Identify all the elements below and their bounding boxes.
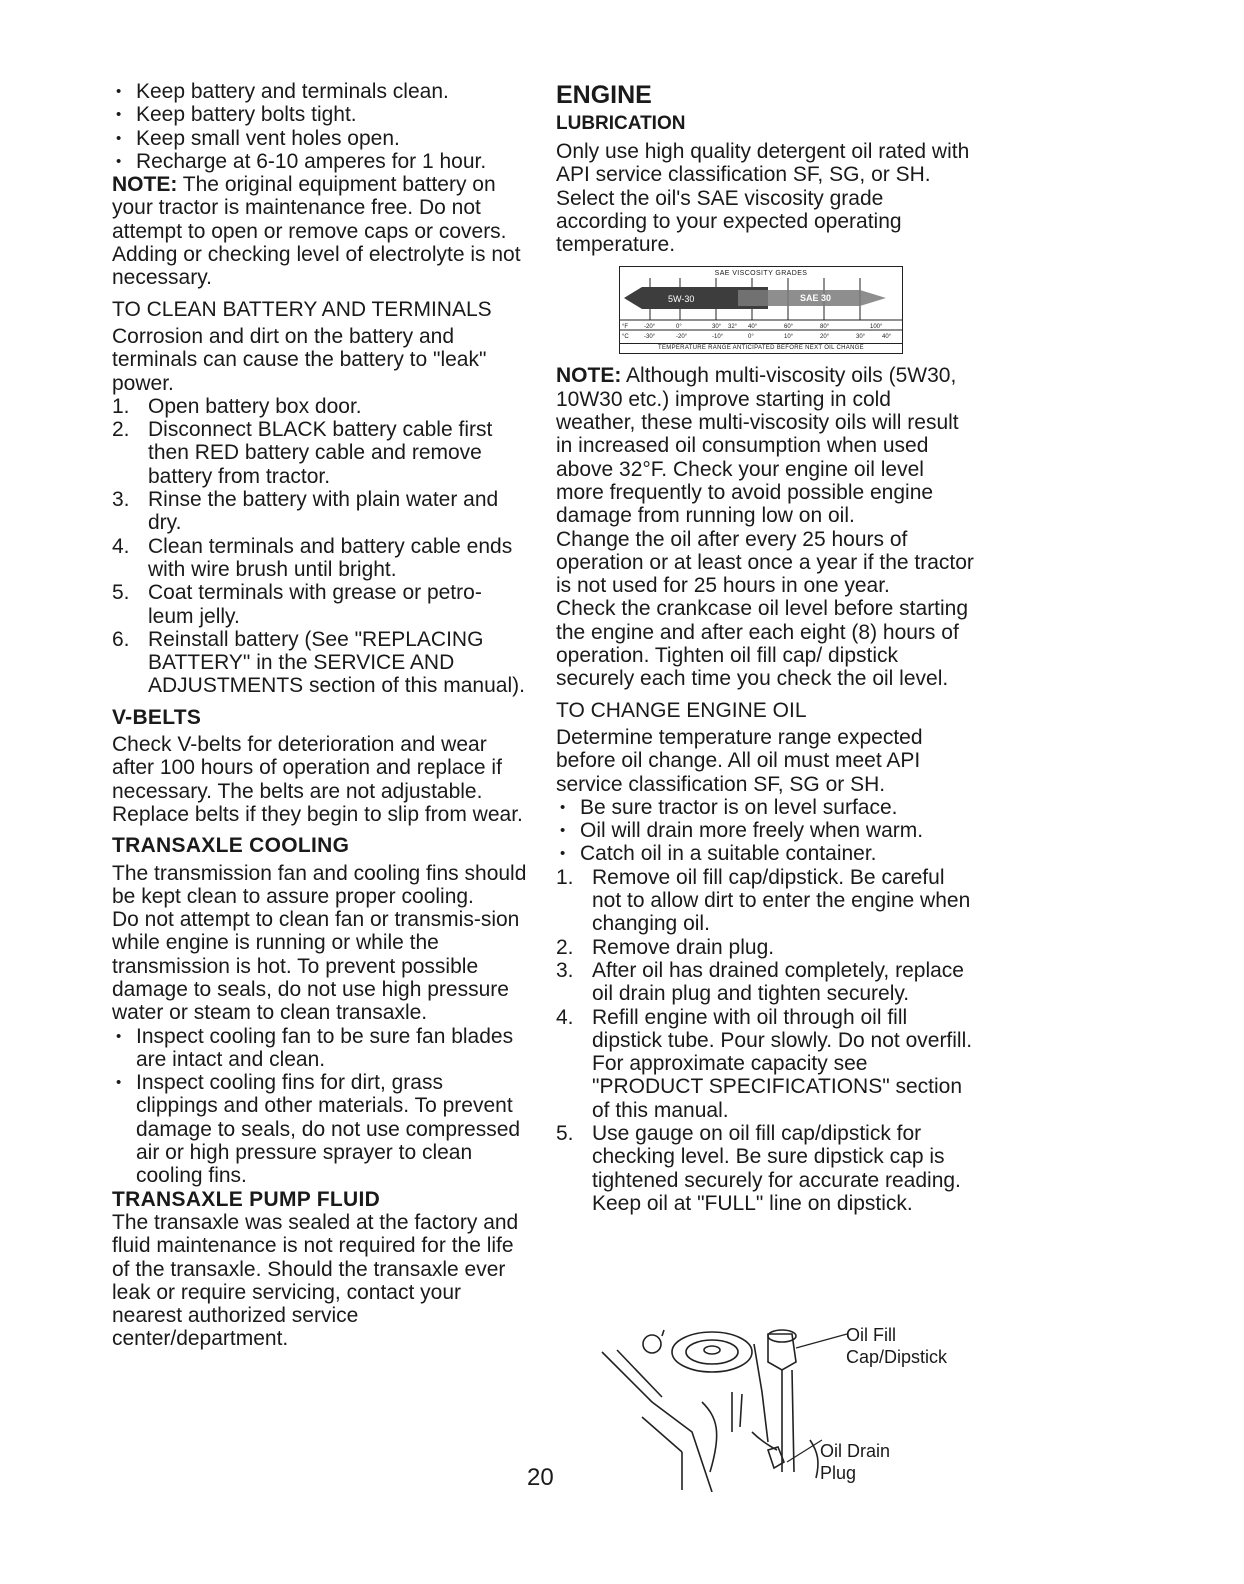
engine-heading: ENGINE — [556, 81, 652, 109]
numbered-step — [112, 488, 527, 535]
plug-leader-line — [787, 1440, 822, 1462]
numbered-step — [112, 628, 527, 698]
bullet-item: • Keep small vent holes open. — [112, 127, 527, 150]
page-number: 20 — [527, 1464, 554, 1491]
f-tick: 80° — [820, 324, 830, 331]
c-tick: 20° — [820, 334, 830, 341]
viscosity-chart-footer: TEMPERATURE RANGE ANTICIPATED BEFORE NEXT OIL CHANGE — [620, 343, 902, 352]
numbered-step — [112, 581, 527, 628]
step-number: 3. — [556, 958, 574, 982]
note-text: Although multi-viscosity oils (5W30, 10W30 etc.) improve starting in cold weather, these multi-viscosity oils will result in increased oil consumption when used above 32°F. Check your engine oil level more frequently to avoid possible engine damage from running low on oil. — [556, 364, 959, 528]
numbered-step — [556, 866, 976, 936]
oil-drain-plug-label — [820, 1440, 890, 1484]
c-tick: -20° — [676, 334, 688, 341]
c-tick: 10° — [784, 334, 794, 341]
engine-oil-note — [556, 364, 976, 527]
bar-5w30-label: 5W-30 — [668, 294, 695, 305]
step-number: 2. — [556, 935, 574, 959]
step-text: Disconnect BLACK battery cable first then RED battery cable and remove battery from tractor. — [148, 418, 493, 488]
label-line: Oil Fill — [846, 1325, 896, 1345]
numbered-step — [112, 535, 527, 582]
numbered-step — [112, 418, 527, 488]
step-text: Use gauge on oil fill cap/dipstick for checking level. Be sure dipstick cap is tightened securely for accurate reading. Keep oil at "FULL" line on dipstick. — [592, 1121, 961, 1215]
transaxle-pump-text: The transaxle was sealed at the factory and fluid maintenance is not required for the life of the transaxle. Should the transaxle ever leak or require servicing, contact your nearest authorized service center/department. — [112, 1210, 519, 1351]
engine-oil-figure — [582, 1322, 982, 1492]
bar-sae30-label: SAE 30 — [800, 293, 832, 304]
lubrication-text: Only use high quality detergent oil rated with API service classification SF, SG, or SH. Select the oil's SAE viscosity grade according to your expected operating temperature. — [556, 140, 970, 257]
viscosity-chart-graphic — [620, 278, 902, 342]
numbered-step — [556, 936, 976, 959]
numbered-step — [112, 395, 527, 418]
label-line: Oil Drain — [820, 1441, 891, 1461]
label-line: Cap/Dipstick — [846, 1347, 948, 1367]
f-tick: 40° — [748, 324, 758, 331]
cap-leader-line — [796, 1334, 847, 1348]
f-tick: 100° — [870, 324, 883, 331]
step-number: 3. — [112, 488, 130, 512]
step-text: Reinstall battery (See "REPLACING BATTERY" in the SERVICE AND ADJUSTMENTS section of this manual). — [148, 627, 525, 698]
numbered-step — [556, 1122, 976, 1215]
f-tick: 0° — [676, 324, 682, 331]
clean-battery-heading: TO CLEAN BATTERY AND TERMINALS — [112, 297, 492, 321]
c-tick: 0° — [748, 334, 754, 341]
viscosity-chart-title: SAE VISCOSITY GRADES — [714, 270, 808, 278]
step-text: Remove drain plug. — [592, 935, 775, 959]
step-text: Coat terminals with grease or petro-leum jelly. — [148, 581, 482, 628]
bullet-item: • Inspect cooling fins for dirt, grass clippings and other materials. To prevent damage to seals, do not use compressed air or high pressure sprayer to clean cooling fins. — [112, 1071, 527, 1187]
lubrication-heading: LUBRICATION — [556, 113, 686, 134]
oil-check-text: Check the crankcase oil level before starting the engine and after each eight (8) hours of operation. Tighten oil fill cap/ dipstick securely each time you check the oil level. — [556, 597, 969, 691]
c-tick: -10° — [712, 334, 724, 341]
bullet-item: • Inspect cooling fan to be sure fan blades are intact and clean. — [112, 1025, 527, 1072]
numbered-step — [556, 1006, 976, 1122]
change-oil-intro: Determine temperature range expected before oil change. All oil must meet API service classification SF, SG or SH. — [556, 725, 923, 796]
note-text: The original equipment battery on your tractor is maintenance free. Do not attempt to open or remove caps or covers. Adding or checking level of electrolyte is not necessary. — [112, 173, 521, 290]
note-label: NOTE: — [112, 173, 178, 197]
transaxle-pump-heading: TRANSAXLE PUMP FLUID — [112, 1187, 381, 1211]
step-number: 5. — [112, 581, 130, 605]
c-tick: 40° — [882, 334, 892, 341]
step-text: Open battery box door. — [148, 394, 362, 418]
step-number: 5. — [556, 1121, 574, 1145]
bullet-item: • Keep battery and terminals clean. — [112, 80, 527, 103]
oil-fill-cap-label — [846, 1324, 947, 1368]
bullet-item: • Recharge at 6-10 amperes for 1 hour. — [112, 150, 527, 173]
clean-battery-intro: Corrosion and dirt on the battery and terminals can cause the battery to "leak" power. — [112, 324, 487, 395]
transaxle-cooling-text: The transmission fan and cooling fins should be kept clean to assure proper cooling. — [112, 861, 527, 908]
f-tick: 30° — [712, 324, 722, 331]
bullet-item: • Be sure tractor is on level surface. — [556, 796, 976, 819]
numbered-step — [556, 959, 976, 1006]
note-label: NOTE: — [556, 364, 622, 388]
bullet-item: • Keep battery bolts tight. — [112, 103, 527, 126]
step-text: After oil has drained completely, replace oil drain plug and tighten securely. — [592, 958, 964, 1006]
change-oil-heading: TO CHANGE ENGINE OIL — [556, 698, 807, 722]
f-tick: °F — [622, 324, 629, 331]
left-column — [112, 80, 527, 1351]
transaxle-cooling-warning: Do not attempt to clean fan or transmis-sion while engine is running or while the transmission is hot. To prevent possible damage to seals, do not use high pressure water or steam to clean transaxle. — [112, 908, 520, 1025]
c-tick: -30° — [644, 334, 656, 341]
f-tick: 32° — [728, 324, 738, 331]
label-line: Plug — [820, 1463, 857, 1483]
step-text: Rinse the battery with plain water and dry. — [148, 488, 499, 535]
right-column — [556, 80, 976, 1215]
bullet-item: • Catch oil in a suitable container. — [556, 842, 976, 865]
f-tick: 60° — [784, 324, 794, 331]
vbelts-heading: V-BELTS — [112, 705, 202, 729]
step-number: 6. — [112, 627, 130, 651]
f-tick: -20° — [644, 324, 656, 331]
oil-change-interval: Change the oil after every 25 hours of operation or at least once a year if the tractor is not used for 25 hours in one year. — [556, 527, 974, 598]
step-text: Refill engine with oil through oil fill dipstick tube. Pour slowly. Do not overfill. For approximate capacity see "PRODUCT SPECIFICATIONS" section of this manual. — [592, 1005, 973, 1122]
c-tick: °C — [622, 334, 629, 341]
step-text: Clean terminals and battery cable ends with wire brush until bright. — [148, 534, 513, 581]
vbelts-text: Check V-belts for deterioration and wear after 100 hours of operation and replace if necessary. The belts are not adjustable. Replace belts if they begin to slip from wear. — [112, 733, 523, 826]
viscosity-chart — [619, 266, 903, 354]
step-number: 4. — [112, 534, 130, 558]
step-number: 1. — [556, 865, 574, 889]
c-tick: 30° — [856, 334, 866, 341]
battery-note — [112, 173, 527, 289]
step-number: 2. — [112, 418, 130, 442]
transaxle-cooling-heading: TRANSAXLE COOLING — [112, 834, 350, 858]
step-text: Remove oil fill cap/dipstick. Be careful not to allow dirt to enter the engine when changing oil. — [592, 865, 971, 936]
step-number: 1. — [112, 394, 130, 418]
step-number: 4. — [556, 1005, 574, 1029]
bullet-item: • Oil will drain more freely when warm. — [556, 819, 976, 842]
